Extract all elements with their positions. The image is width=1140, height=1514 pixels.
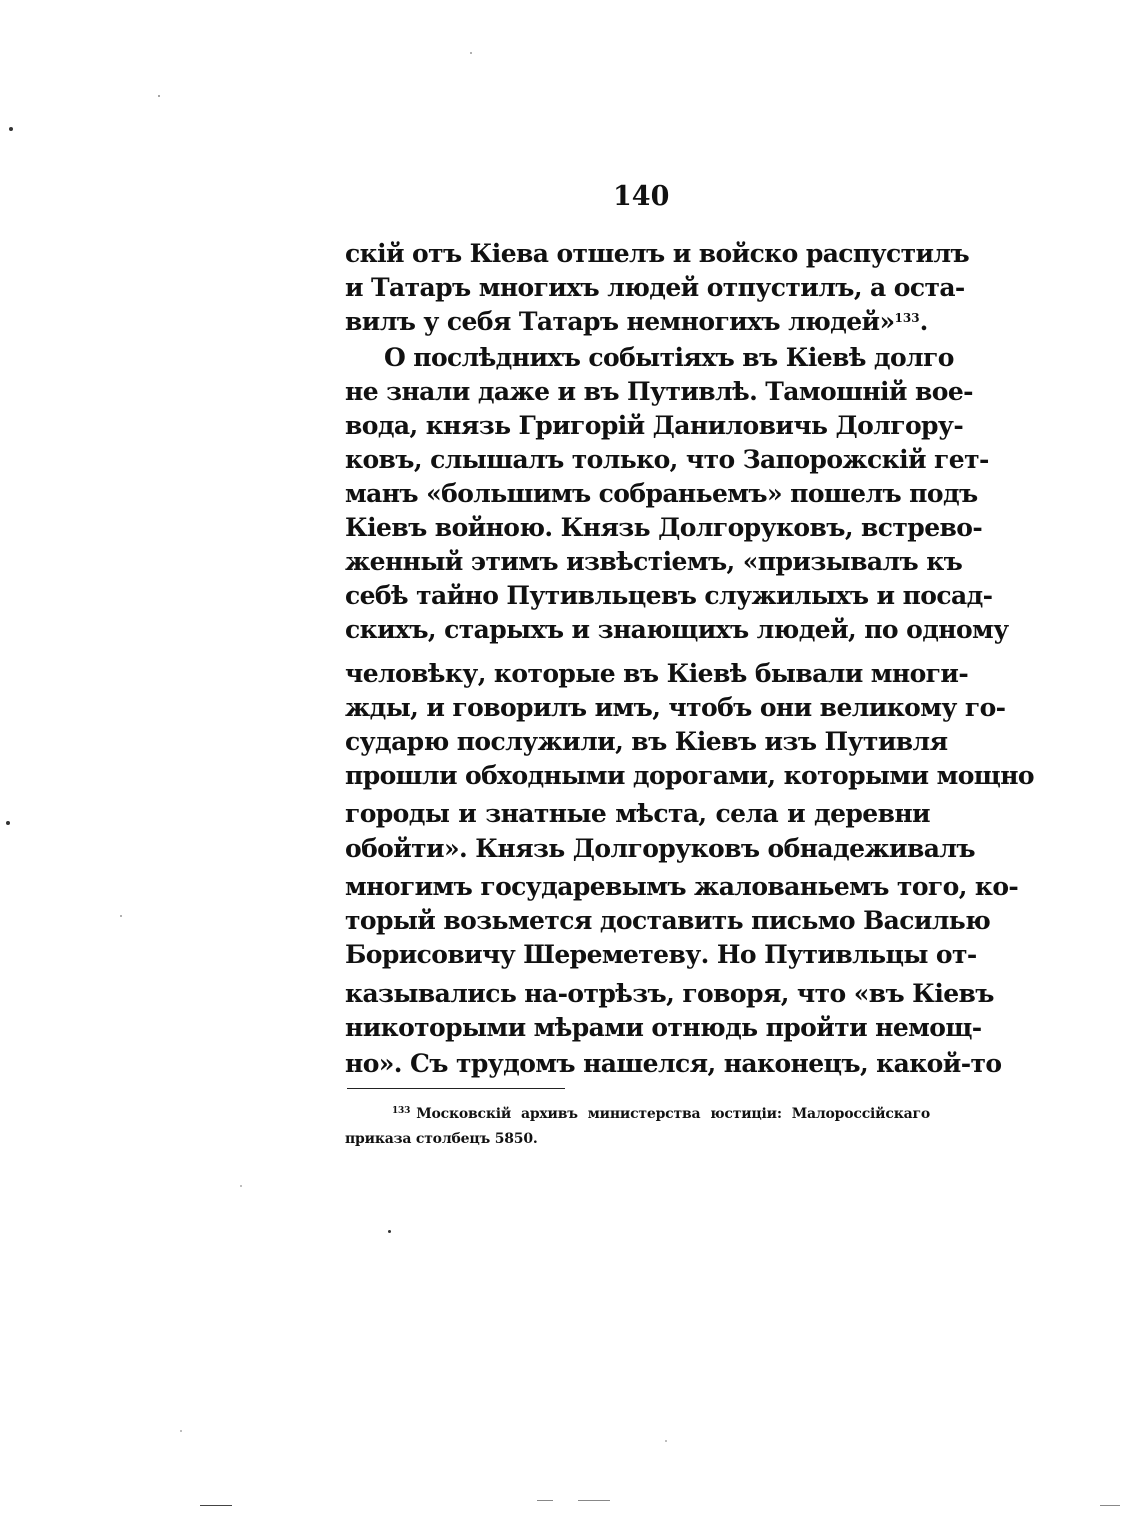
footnote-text: Московскій архивъ министерства юстиціи: Малороссійскаго: [416, 1106, 930, 1122]
scan-speck: [158, 95, 160, 97]
scan-mark: [578, 1500, 610, 1501]
text-line-tail: .: [919, 307, 928, 336]
text-line: никоторыми мѣрами отнюдь пройти немощ-: [345, 1013, 982, 1042]
text-line: и Татаръ многихъ людей отпустилъ, а оста-: [345, 273, 965, 302]
text-line-content: вилъ у себя Татаръ немногихъ людей»: [345, 307, 895, 336]
footnote-divider: [347, 1088, 565, 1089]
text-line: торый возьмется доставить письмо Василью: [345, 906, 991, 935]
scan-speck: [470, 52, 472, 54]
scan-speck: [240, 1185, 242, 1187]
paragraph-first-line: О послѣднихъ событіяхъ въ Кіевѣ долго: [384, 343, 954, 372]
scan-speck: [9, 127, 13, 131]
text-line: Борисовичу Шереметеву. Но Путивльцы от-: [345, 940, 977, 969]
text-line: прошли обходными дорогами, которыми мощно: [345, 761, 1034, 790]
scan-speck: [665, 1440, 667, 1442]
scan-mark: [200, 1505, 232, 1506]
text-line: многимъ государевымъ жалованьемъ того, ко-: [345, 872, 1019, 901]
scan-speck: [388, 1230, 391, 1233]
text-line: сударю послужили, въ Кіевъ изъ Путивля: [345, 727, 948, 756]
text-line: не знали даже и въ Путивлѣ. Тамошній вое-: [345, 377, 973, 406]
scan-speck: [6, 821, 10, 825]
text-line: обойти». Князь Долгоруковъ обнадеживалъ: [345, 834, 975, 863]
scan-speck: [180, 1430, 182, 1432]
page-number: 140: [613, 181, 670, 212]
text-line: скихъ, старыхъ и знающихъ людей, по одному: [345, 615, 1009, 644]
footnote-line: приказа столбецъ 5850.: [345, 1131, 538, 1147]
text-line: скій отъ Кіева отшелъ и войско распустилъ: [345, 239, 970, 268]
footnote-reference: 133: [894, 311, 920, 325]
text-line: но». Съ трудомъ нашелся, наконецъ, какой-то: [345, 1049, 1002, 1078]
footnote-number: 133: [392, 1106, 411, 1116]
text-line: человѣку, которые въ Кіевѣ бывали многи-: [345, 659, 969, 688]
text-line: вода, князь Григорій Даниловичь Долгору-: [345, 411, 964, 440]
text-line: манъ «большимъ собраньемъ» пошелъ подъ: [345, 479, 978, 508]
scan-mark: [537, 1500, 553, 1501]
text-line: ковъ, слышалъ только, что Запорожскій гет-: [345, 445, 989, 474]
scan-mark: [1100, 1505, 1120, 1506]
scan-speck: [120, 915, 122, 917]
footnote-line: [392, 1103, 930, 1125]
text-line: городы и знатные мѣста, села и деревни: [345, 799, 930, 828]
text-line: женный этимъ извѣстіемъ, «призывалъ къ: [345, 547, 963, 576]
text-line: Кіевъ войною. Князь Долгоруковъ, встрево-: [345, 513, 983, 542]
text-line: [345, 305, 930, 339]
text-line: себѣ тайно Путивльцевъ служилыхъ и посад-: [345, 581, 993, 610]
text-line: казывались на-отрѣзъ, говоря, что «въ Кіевъ: [345, 979, 994, 1008]
text-line: жды, и говорилъ имъ, чтобъ они великому го-: [345, 693, 1006, 722]
